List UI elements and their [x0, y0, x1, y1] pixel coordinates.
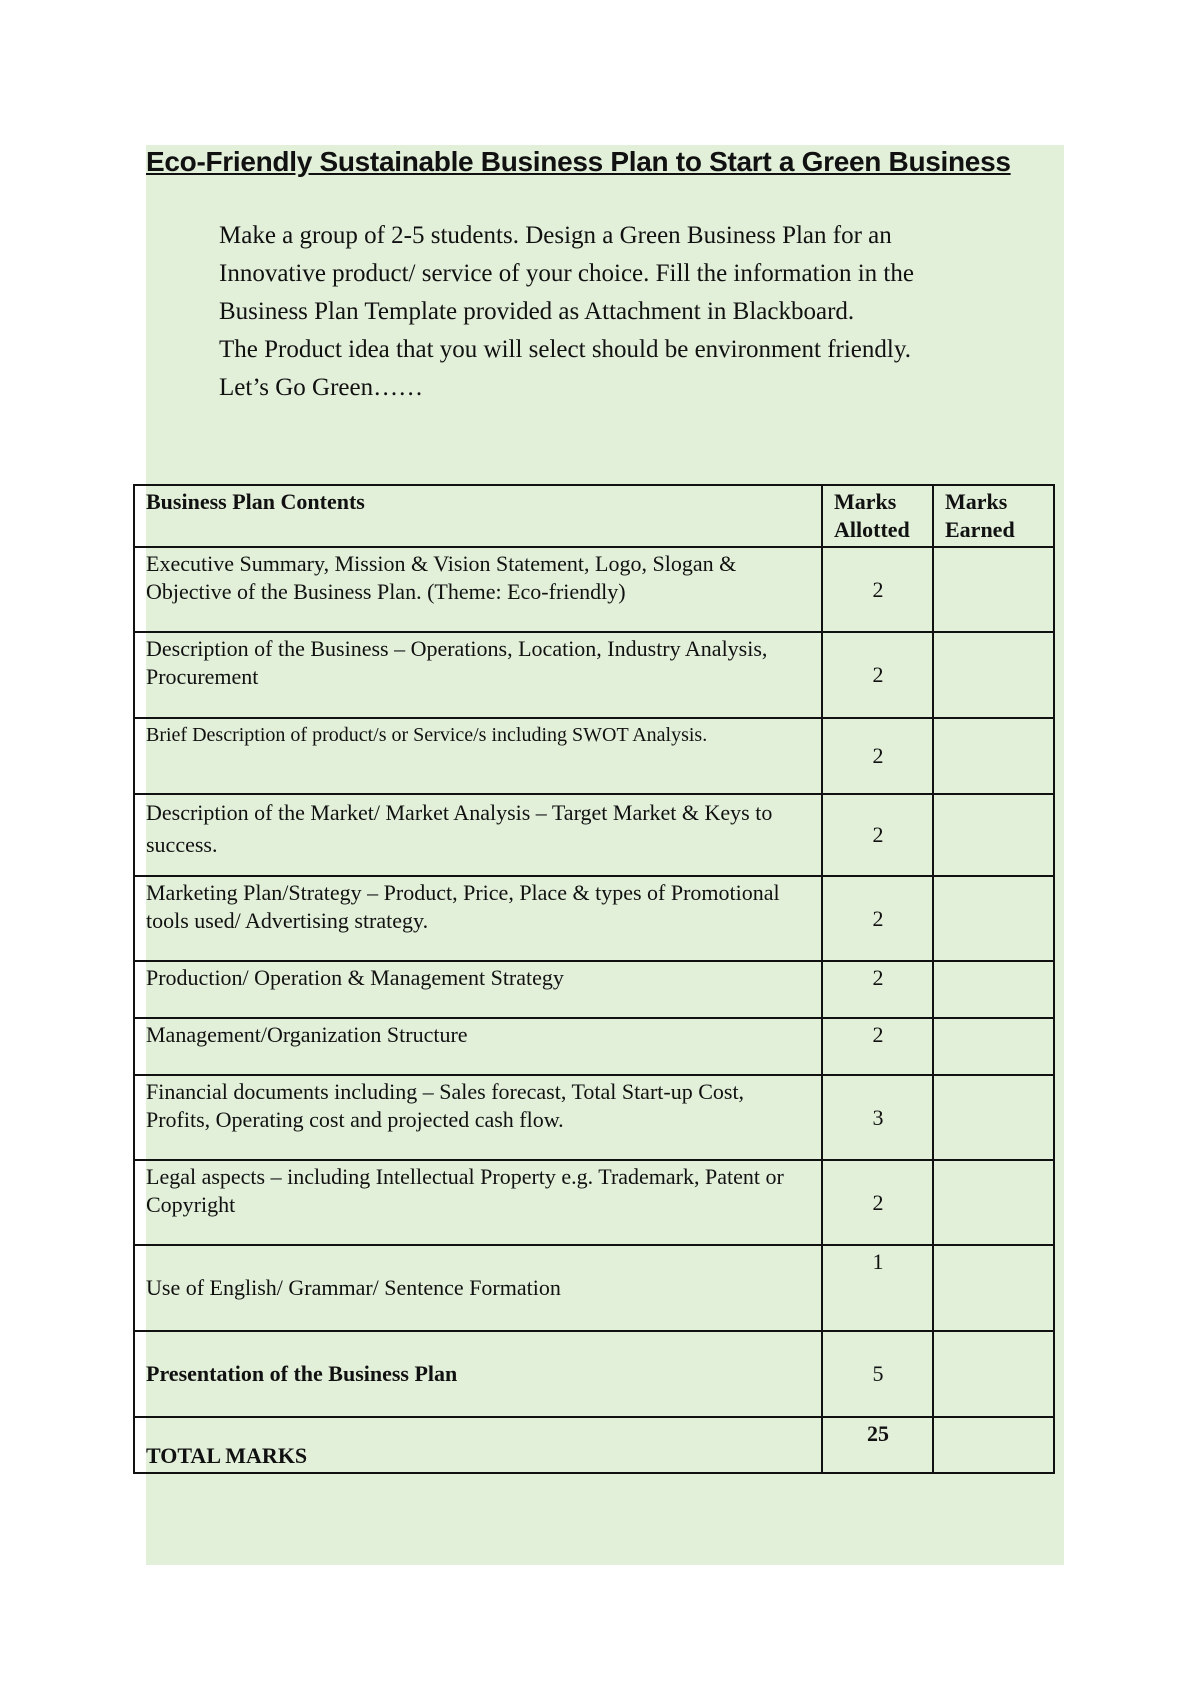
row-marks-allotted: 5	[822, 1331, 933, 1417]
table-row	[134, 876, 1054, 961]
instructions-line: Business Plan Template provided as Attachment in Blackboard.	[219, 298, 855, 325]
table-row	[134, 1245, 1054, 1331]
total-row	[134, 1417, 1054, 1473]
header-marks-allotted: Marks Allotted	[822, 485, 933, 547]
row-content: Legal aspects – including Intellectual Property e.g. Trademark, Patent or Copyright	[134, 1160, 822, 1245]
row-marks-allotted: 3	[822, 1075, 933, 1160]
table-row	[134, 1075, 1054, 1160]
table-row	[134, 961, 1054, 1018]
table-row	[134, 718, 1054, 794]
row-marks-allotted: 2	[822, 1018, 933, 1075]
table-row	[134, 1160, 1054, 1245]
table-row	[134, 547, 1054, 632]
table-row	[134, 1018, 1054, 1075]
table-row	[134, 794, 1054, 876]
row-content: Description of the Market/ Market Analysis – Target Market & Keys to success.	[134, 794, 822, 876]
instructions-line: Innovative product/ service of your choice. Fill the information in the	[219, 260, 914, 287]
row-marks-earned	[933, 547, 1054, 632]
row-marks-allotted: 2	[822, 1160, 933, 1245]
row-marks-earned	[933, 1245, 1054, 1331]
header-marks-earned: Marks Earned	[933, 485, 1054, 547]
row-marks-earned	[933, 1018, 1054, 1075]
row-marks-allotted: 2	[822, 876, 933, 961]
document-title: Eco-Friendly Sustainable Business Plan to Start a Green Business	[146, 146, 1011, 177]
total-label: TOTAL MARKS	[134, 1417, 822, 1473]
instructions-line: Let’s Go Green……	[219, 374, 424, 401]
row-marks-earned	[933, 718, 1054, 794]
row-content: Description of the Business – Operations, Location, Industry Analysis, Procurement	[134, 632, 822, 718]
total-marks-allotted: 25	[822, 1417, 933, 1473]
row-marks-earned	[933, 961, 1054, 1018]
row-marks-earned	[933, 1160, 1054, 1245]
instructions-block	[219, 217, 1049, 407]
table-header-row	[134, 485, 1054, 547]
row-content: Marketing Plan/Strategy – Product, Price, Place & types of Promotional tools used/ Advertising strategy.	[134, 876, 822, 961]
row-marks-allotted: 2	[822, 718, 933, 794]
header-contents: Business Plan Contents	[134, 485, 822, 547]
row-marks-earned	[933, 794, 1054, 876]
row-content: Executive Summary, Mission & Vision Statement, Logo, Slogan & Objective of the Business Plan. (Theme: Eco-friendly)	[134, 547, 822, 632]
row-marks-allotted: 2	[822, 547, 933, 632]
instructions-line: Make a group of 2-5 students. Design a Green Business Plan for an	[219, 222, 892, 249]
row-content: Brief Description of product/s or Service/s including SWOT Analysis.	[134, 718, 822, 794]
marking-rubric-table	[133, 484, 1055, 1474]
row-marks-earned	[933, 1331, 1054, 1417]
row-content: Use of English/ Grammar/ Sentence Formation	[134, 1245, 822, 1331]
total-marks-earned	[933, 1417, 1054, 1473]
table-row	[134, 1331, 1054, 1417]
row-content: Financial documents including – Sales forecast, Total Start-up Cost, Profits, Operating cost and projected cash flow.	[134, 1075, 822, 1160]
table-row	[134, 632, 1054, 718]
row-marks-allotted: 2	[822, 794, 933, 876]
row-marks-allotted: 1	[822, 1245, 933, 1331]
row-marks-earned	[933, 1075, 1054, 1160]
row-marks-allotted: 2	[822, 632, 933, 718]
row-marks-earned	[933, 876, 1054, 961]
row-content: Production/ Operation & Management Strategy	[134, 961, 822, 1018]
row-marks-allotted: 2	[822, 961, 933, 1018]
row-marks-earned	[933, 632, 1054, 718]
instructions-line: The Product idea that you will select should be environment friendly.	[219, 336, 911, 363]
row-content: Presentation of the Business Plan	[134, 1331, 822, 1417]
row-content: Management/Organization Structure	[134, 1018, 822, 1075]
